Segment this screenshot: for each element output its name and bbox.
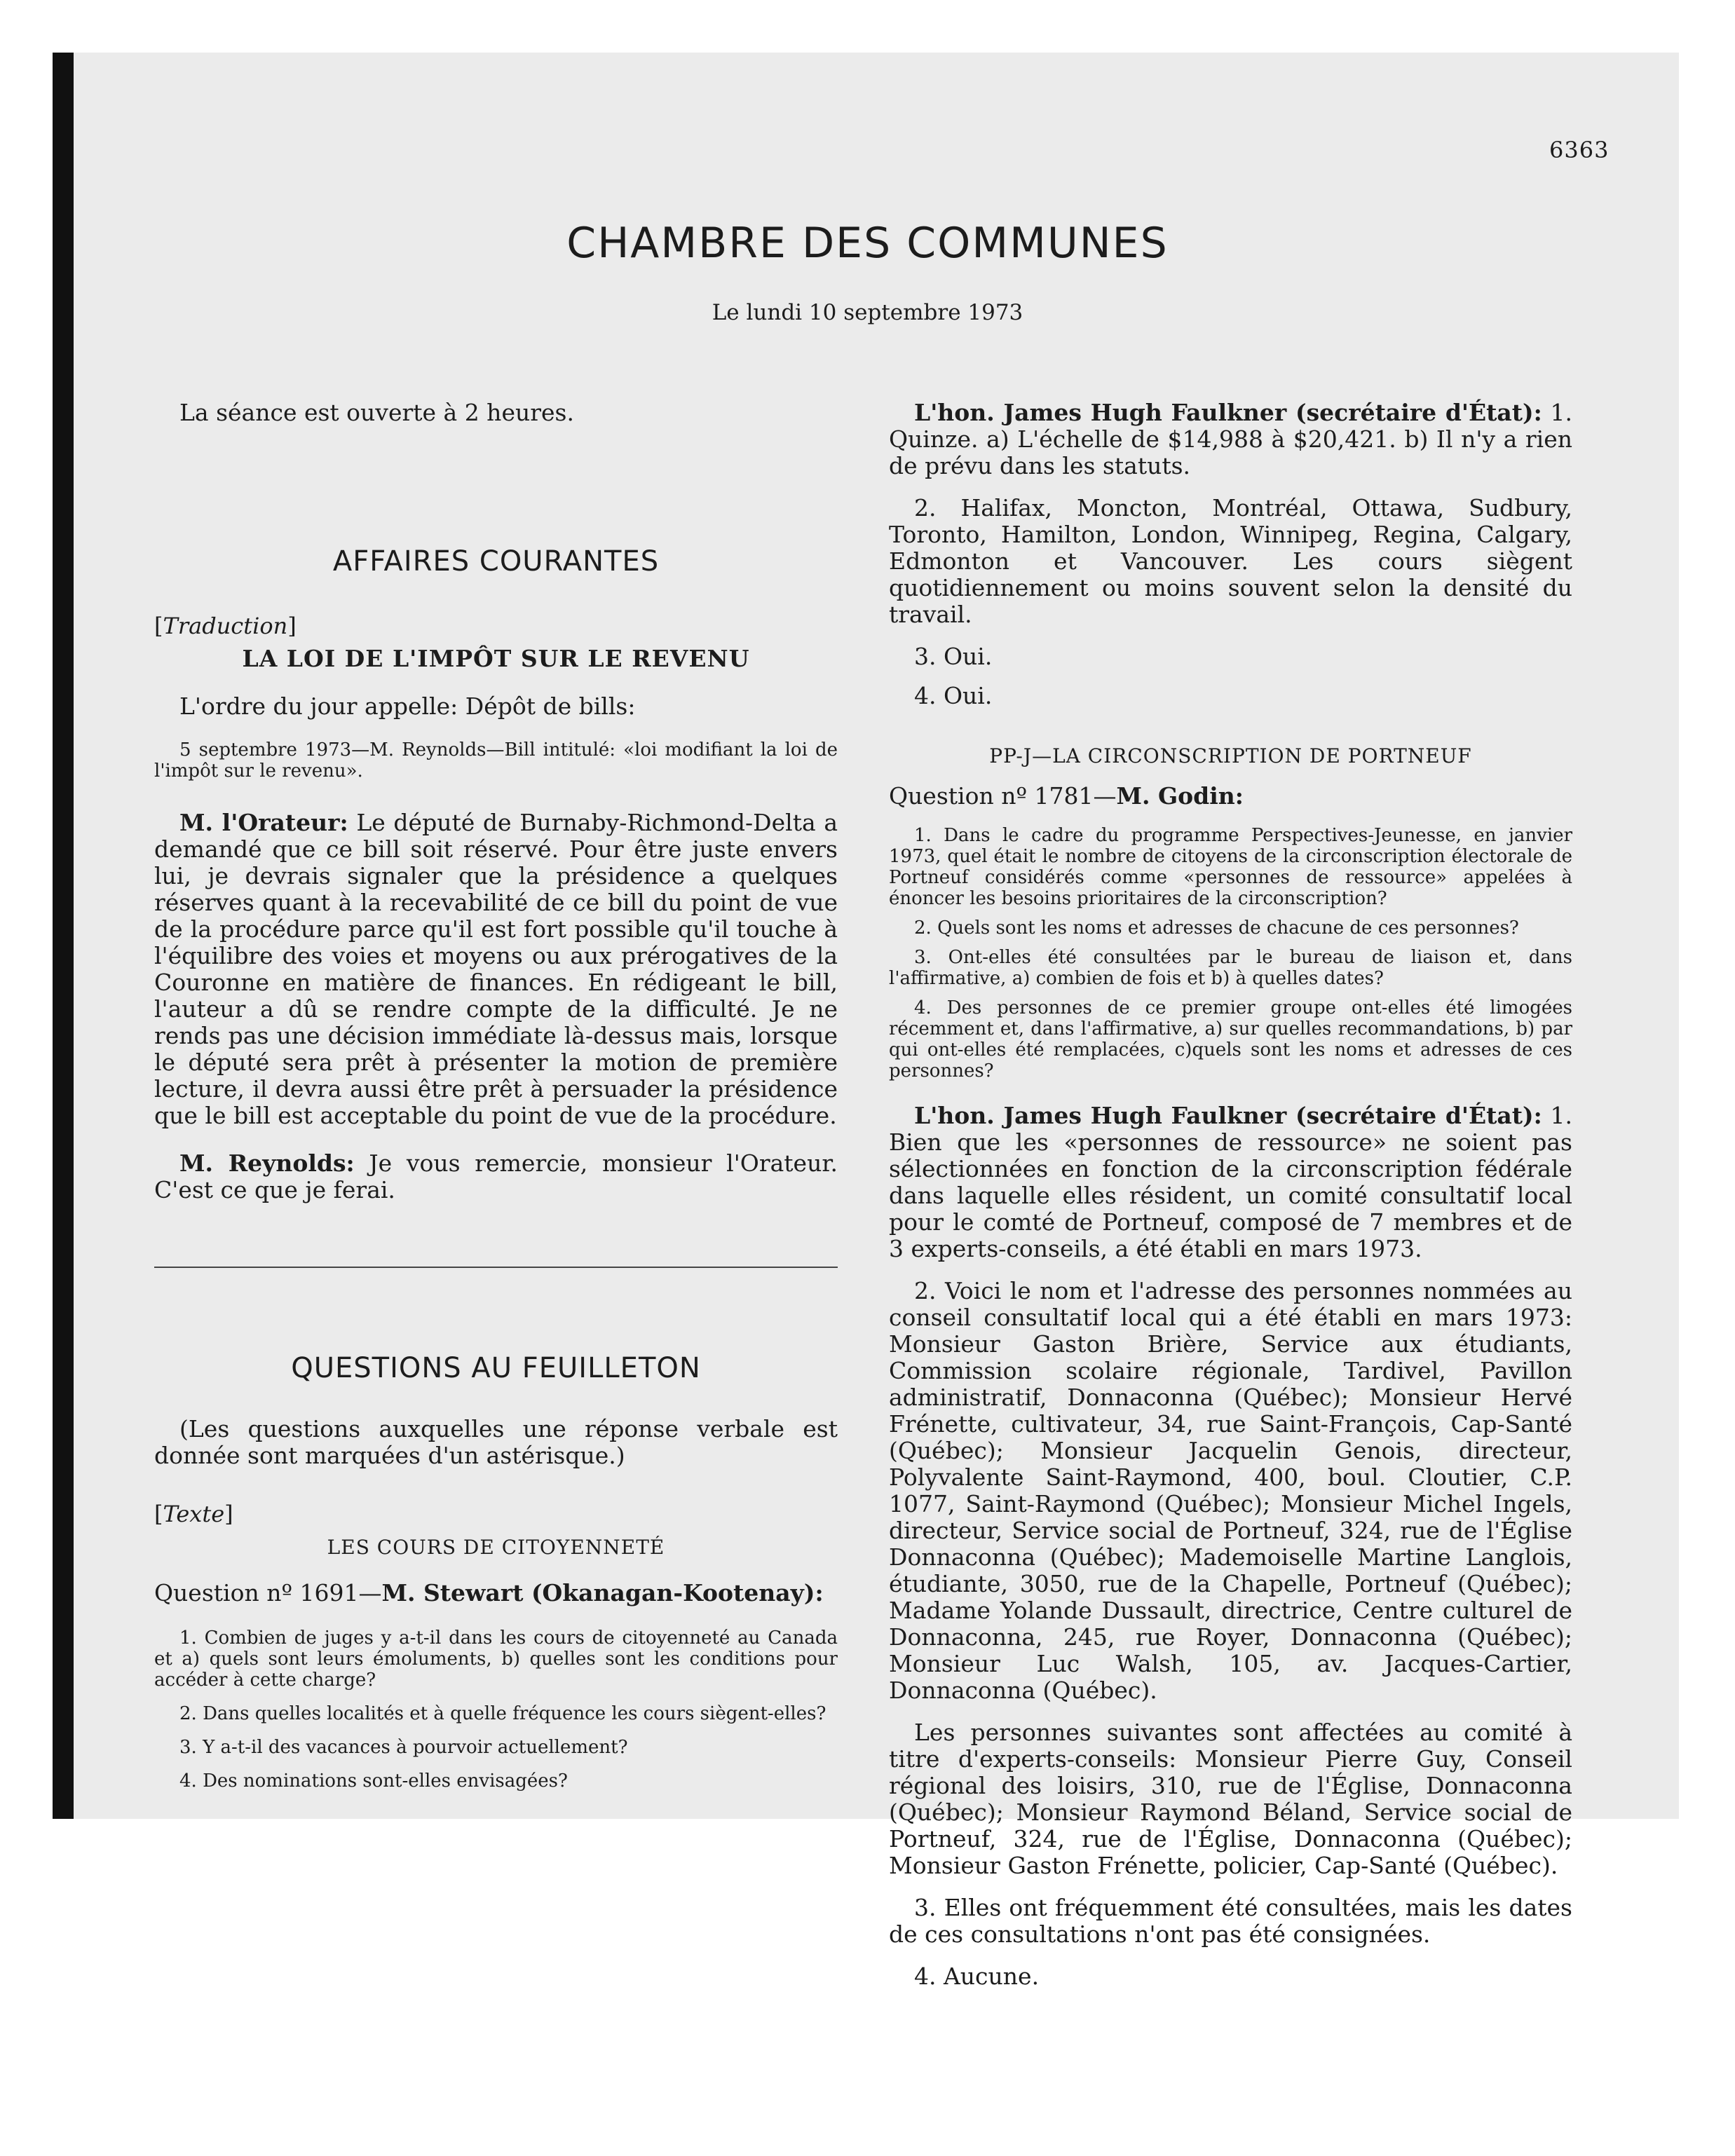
answer-1781-part2: 2. Voici le nom et l'adresse des personnes nommées au conseil consultatif local qui a été établi en mars 1973: Monsieur Gaston Brière, Service aux étudiants, Commission scolaire régionale, Tardivel, Pavillon administratif, Donnaconna (Québec); Monsieur Hervé Frénette, cultivateur, 34, rue Saint-François, Cap-Santé (Québec); Monsieur Jacquelin Genois, directeur, Polyvalente Saint-Raymond, 400, boul. Cloutier, C.P. 1077, Saint-Raymond (Québec); Monsieur Michel Ingels, directeur, Service social de Portneuf, 324, rue de l'Église Donnaconna (Québec); Mademoiselle Martine Langlois, étudiante, 3050, rue de la Chapelle, Portneuf (Québec); Madame Yolande Dussault, directrice, Centre culturel de Donnaconna, 245, rue Royer, Donnaconna (Québec); Monsieur Luc Walsh, 105, av. Jacques-Cartier, Donnaconna (Québec). [889, 1277, 1572, 1704]
question-1781-header [889, 783, 1572, 810]
speech-orateur [154, 810, 838, 1129]
answer-1781-text1: 1. Bien que les «personnes de ressource» ne soient pas sélectionnées en fonction de la circonscription fédérale dans laquelle elles résident, un comité consultatif local pour le comté de Portneuf, composé de 7 membres et de 3 experts-conseils, a été établi en mars 1973. [889, 1102, 1572, 1262]
answer-1691-text1: 1. Quinze. a) L'échelle de $14,988 à $20,421. b) Il n'y a rien de prévu dans les statuts. [889, 399, 1572, 479]
question-1781-item: 2. Quels sont les noms et adresses de chacune de ces personnes? [914, 917, 1519, 939]
question-1691-header [154, 1580, 838, 1606]
traduction-marker: [Traduction] [154, 613, 297, 639]
speech-reynolds-text: Je vous remercie, monsieur l'Orateur. C'est ce que je ferai. [154, 1149, 838, 1203]
questions-note: (Les questions auxquelles une réponse verbale est donnée sont marquées d'un astérisque.) [154, 1415, 838, 1469]
question-1691-item: 3. Y a-t-il des vacances à pourvoir actuellement? [179, 1737, 628, 1758]
answer-1691-part4: 4. Oui. [914, 682, 993, 709]
question-1781-item: 3. Ont-elles été consultées par le bureau de liaison et, dans l'affirmative, a) combien de fois et b) à quelles dates? [889, 947, 1572, 989]
traduction-label: Traduction [163, 613, 288, 639]
heading-questions-feuilleton: QUESTIONS AU FEUILLETON [291, 1352, 701, 1384]
texte-label: Texte [163, 1501, 225, 1527]
texte-marker: [Texte] [154, 1501, 233, 1527]
speaker-reynolds: M. Reynolds: [179, 1149, 355, 1177]
answer-1691-part1 [889, 400, 1572, 479]
sitting-date: Le lundi 10 septembre 1973 [712, 300, 1023, 325]
sitting-opening: La séance est ouverte à 2 heures. [179, 399, 574, 426]
speaker-faulkner-2: L'hon. James Hugh Faulkner (secrétaire d'État): [914, 1102, 1542, 1129]
question-1781-member: M. Godin: [1116, 782, 1244, 810]
question-1781-item: 1. Dans le cadre du programme Perspectives-Jeunesse, en janvier 1973, quel était le nombre de citoyens de la circonscription électorale de Portneuf considérés comme «personnes de ressource» appelées à énoncer les besoins prioritaires de la circonscription? [889, 825, 1572, 909]
answer-1781-experts: Les personnes suivantes sont affectées au comité à titre d'experts-conseils: Monsieur Pierre Guy, Conseil régional des loisirs, 310, rue de l'Église, Donnaconna (Québec); Monsieur Raymond Béland, Service social de Portneuf, 324, rue de l'Église, Donnaconna (Québec); Monsieur Gaston Frénette, policier, Cap-Santé (Québec). [889, 1719, 1572, 1879]
question-1691-item: 4. Des nominations sont-elles envisagées? [179, 1770, 568, 1792]
question-1691-member: M. Stewart (Okanagan-Kootenay): [381, 1579, 824, 1606]
answer-1781-part1 [889, 1103, 1572, 1262]
question-1691-item: 2. Dans quelles localités et à quelle fréquence les cours siègent-elles? [179, 1703, 826, 1724]
heading-affaires-courantes: AFFAIRES COURANTES [332, 545, 660, 578]
left-column [154, 400, 838, 1804]
answer-1781-part4: 4. Aucune. [914, 1963, 1040, 1990]
speaker-orateur: M. l'Orateur: [179, 809, 348, 836]
heading-cours-citoyennete: LES COURS DE CITOYENNETÉ [327, 1536, 665, 1559]
question-1781-label: Question nº 1781— [889, 782, 1117, 810]
order-of-day: L'ordre du jour appelle: Dépôt de bills: [179, 692, 636, 720]
answer-1691-part3: 3. Oui. [914, 643, 993, 670]
right-column [889, 400, 1572, 2005]
answer-1691-part2: 2. Halifax, Moncton, Montréal, Ottawa, Sudbury, Toronto, Hamilton, London, Winnipeg, Regina, Calgary, Edmonton et Vancouver. Les cours siègent quotidiennement ou moins souvent selon la densité du travail. [889, 494, 1572, 628]
page-number: 6363 [1549, 137, 1610, 163]
heading-loi-impot: LA LOI DE L'IMPÔT SUR LE REVENU [242, 645, 750, 672]
speaker-faulkner: L'hon. James Hugh Faulkner (secrétaire d'État): [914, 399, 1542, 426]
question-1691-item: 1. Combien de juges y a-t-il dans les cours de citoyenneté au Canada et a) quels sont leurs émoluments, b) quelles sont les conditions pour accéder à cette charge? [154, 1628, 838, 1691]
question-1781-item: 4. Des personnes de ce premier groupe ont-elles été limogées récemment et, dans l'affirmative, a) sur quelles recommandations, b) par qui ont-elles été remplacées, c)quels sont les noms et adresses de ces personnes? [889, 997, 1572, 1082]
speech-reynolds [154, 1150, 838, 1203]
document-title: CHAMBRE DES COMMUNES [566, 219, 1169, 268]
heading-ppj-portneuf: PP-J—LA CIRCONSCRIPTION DE PORTNEUF [989, 744, 1472, 767]
answer-1781-part3: 3. Elles ont fréquemment été consultées, mais les dates de ces consultations n'ont pas été consignées. [889, 1894, 1572, 1948]
bill-note: 5 septembre 1973—M. Reynolds—Bill intitulé: «loi modifiant la loi de l'impôt sur le revenu». [154, 739, 838, 782]
speech-orateur-text: Le député de Burnaby-Richmond-Delta a demandé que ce bill soit réservé. Pour être juste envers lui, je devrais signaler que la présidence a quelques réserves quant à la recevabilité de ce bill du point de vue de la procédure parce qu'il est fort possible qu'il touche à l'équilibre des voies et moyens ou aux prérogatives de la Couronne en matière de finances. En rédigeant le bill, l'auteur a dû se rendre compte de la difficulté. Je ne rends pas une décision immédiate là-dessus mais, lorsque le député sera prêt à présenter la motion de première lecture, il devra aussi être prêt à persuader la présidence que le bill est acceptable du point de vue de la procédure. [154, 809, 838, 1129]
section-divider [154, 1267, 838, 1268]
question-1691-label: Question nº 1691— [154, 1579, 382, 1606]
